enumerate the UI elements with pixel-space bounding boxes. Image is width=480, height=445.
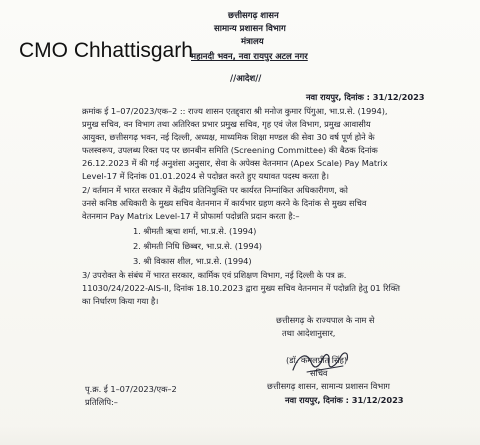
para1-line: फलस्वरूप, उपलब्ध रिक्त पद पर छानबीन समिति (Screening Committee) की बैठक दिनांक — [82, 145, 378, 155]
signatory-name: (डॉ. कमलप्रीत सिंह) — [286, 355, 348, 365]
header-government: छत्तीसगढ़ शासन — [228, 11, 279, 21]
page-bottom-edge — [0, 425, 480, 445]
para2-line: 2/ वर्तमान में भारत सरकार में केंद्रीय प्रतिनियुक्ति पर कार्यरत निम्नांकित अधिकारीगण, को — [82, 185, 348, 195]
authority-line: छत्तीसगढ़ के राज्यपाल के नाम से — [276, 315, 375, 325]
order-title: //आदेश// — [230, 74, 262, 84]
signatory-designation: सचिव — [310, 368, 328, 378]
para3-line: 3/ उपरोक्त के संबंध में भारत सरकार, कार्मिक एवं प्रशिक्षण विभाग, नई दिल्ली के पत्र क्र. — [82, 270, 347, 280]
order-place-date: नवा रायपुर, दिनांक : 31/12/2023 — [306, 92, 425, 102]
para2-line: वेतनमान Pay Matrix Level-17 में प्रोफार्मा पदोन्नति प्रदान करता है:– — [82, 211, 300, 221]
signatory-place-date: नवा रायपुर, दिनांक : 31/12/2023 — [285, 395, 404, 405]
endorsement-copy-to: प्रतिलिपि:– — [85, 397, 118, 407]
endorsement-number: पृ.क्र. ई 1–07/2023/एक–2 — [85, 384, 177, 394]
header-department: सामान्य प्रशासन विभाग — [214, 24, 286, 34]
officer-item: 1. श्रीमती ऋचा शर्मा, भा.प्र.से. (1994) — [133, 226, 257, 236]
para3-line: का निर्धारण किया गया है। — [82, 296, 159, 306]
para1-line: 26.12.2023 में की गई अनुशंसा अनुसार, सेवा के अपेक्स वेतनमान (Apex Scale) Pay Matrix — [82, 158, 388, 168]
para1-line: आयुक्त, छत्तीसगढ़ भवन, नई दिल्ली, अध्यक्ष, माध्यमिक शिक्षा मण्डल की सेवा 30 वर्ष पूर्ण होने के — [82, 132, 375, 142]
signatory-office: छत्तीसगढ़ शासन, सामान्य प्रशासन विभाग — [267, 381, 390, 391]
overlay-caption: CMO Chhattisgarh — [19, 39, 193, 62]
header-address: महानदी भवन, नवा रायपुर अटल नगर — [191, 52, 308, 62]
officer-item: 3. श्री विकास शील, भा.प्र.से. (1994) — [133, 256, 252, 266]
para1-line: Level-17 में दिनांक 01.01.2024 से पदोन्नत करते हुए यथावत पदस्थ करता है। — [82, 171, 329, 181]
para1-line: प्रमुख सचिव, वन विभाग तथा अतिरिक्त प्रभार प्रमुख सचिव, गृह एवं जेल विभाग, प्रमुख आवासीय — [82, 119, 371, 129]
para1-line: क्रमांक ई 1–07/2023/एक–2 :: राज्य शासन एतद्द्वारा श्री मनोज कुमार पिंगुआ, भा.प्र.से. (1994), — [82, 106, 388, 116]
officer-item: 2. श्रीमती निधि छिब्बर, भा.प्र.से. (1994) — [133, 241, 262, 251]
authority-line: तथा आदेशानुसार, — [282, 328, 336, 338]
para2-line: उनसे कनिष्ठ अधिकारी के मुख्य सचिव वेतनमान में कार्यभार ग्रहण करने के दिनांक से मुख्य सचिव — [82, 198, 367, 208]
para3-line: 11030/24/2022-AIS-II, दिनांक 18.10.2023 द्वारा मुख्य सचिव वेतनमान में पदोन्नति हेतु 01 रिक्ति — [82, 283, 400, 293]
header-ministry: मंत्रालय — [241, 37, 264, 47]
